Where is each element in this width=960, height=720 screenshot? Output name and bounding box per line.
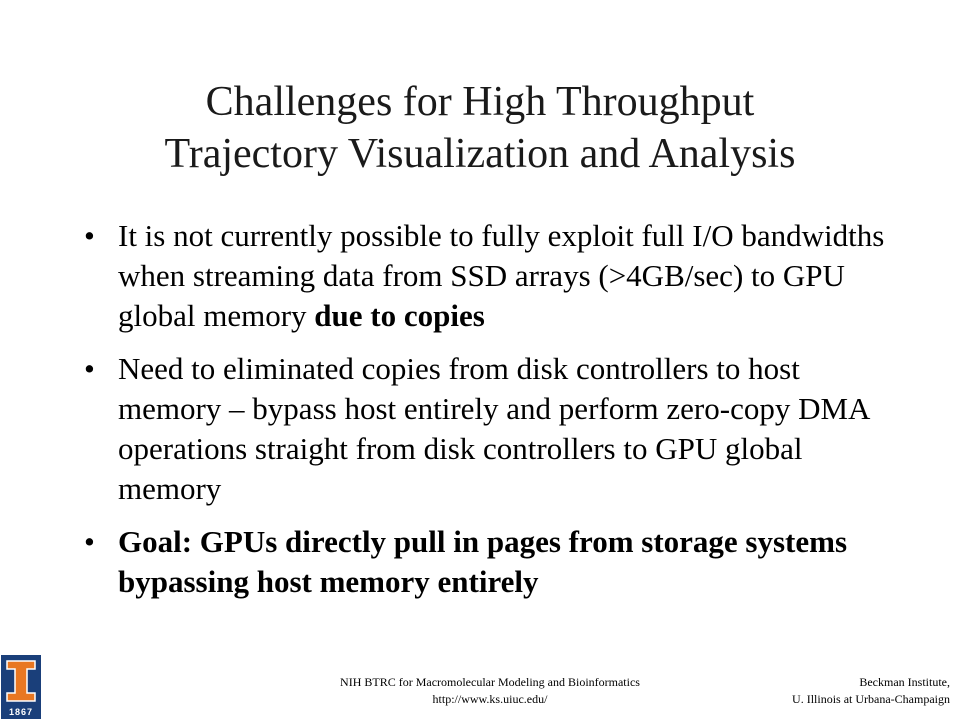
bullet-1-bold: due to copies (314, 298, 485, 333)
footer-right (740, 674, 950, 708)
bullet-3-bold: Goal: GPUs directly pull in pages from storage systems bypassing host memory entirely (118, 524, 848, 599)
footer-institute: Beckman Institute, (859, 675, 950, 689)
bullet-dot: • (84, 351, 95, 386)
title-line-2: Trajectory Visualization and Analysis (164, 131, 796, 177)
bullet-1-text: It is not currently possible to fully exploit full I/O bandwidths when streaming data from SSD arrays (>4GB/sec) to GPU global memory (118, 218, 885, 333)
slide-title (0, 76, 960, 180)
footer-center (270, 674, 710, 708)
bullet-dot: • (84, 524, 95, 559)
bullet-list (78, 216, 888, 615)
footer-url[interactable]: http://www.ks.uiuc.edu/ (432, 692, 548, 706)
bullet-2-text: Need to eliminated copies from disk controllers to host memory – bypass host entirely and perform zero-copy DMA operations straight from disk controllers to GPU global memory (118, 351, 869, 506)
title-line-1: Challenges for High Throughput (205, 79, 755, 125)
university-logo (1, 655, 41, 719)
bullet-item-2 (78, 349, 888, 509)
bullet-dot: • (84, 218, 95, 253)
bullet-item-1 (78, 216, 888, 336)
footer-org: NIH BTRC for Macromolecular Modeling and Bioinformatics (340, 675, 640, 689)
bullet-item-3 (78, 522, 888, 602)
logo-year: 1867 (8, 707, 34, 717)
footer-university: U. Illinois at Urbana-Champaign (792, 692, 950, 706)
block-i-icon (5, 659, 37, 703)
